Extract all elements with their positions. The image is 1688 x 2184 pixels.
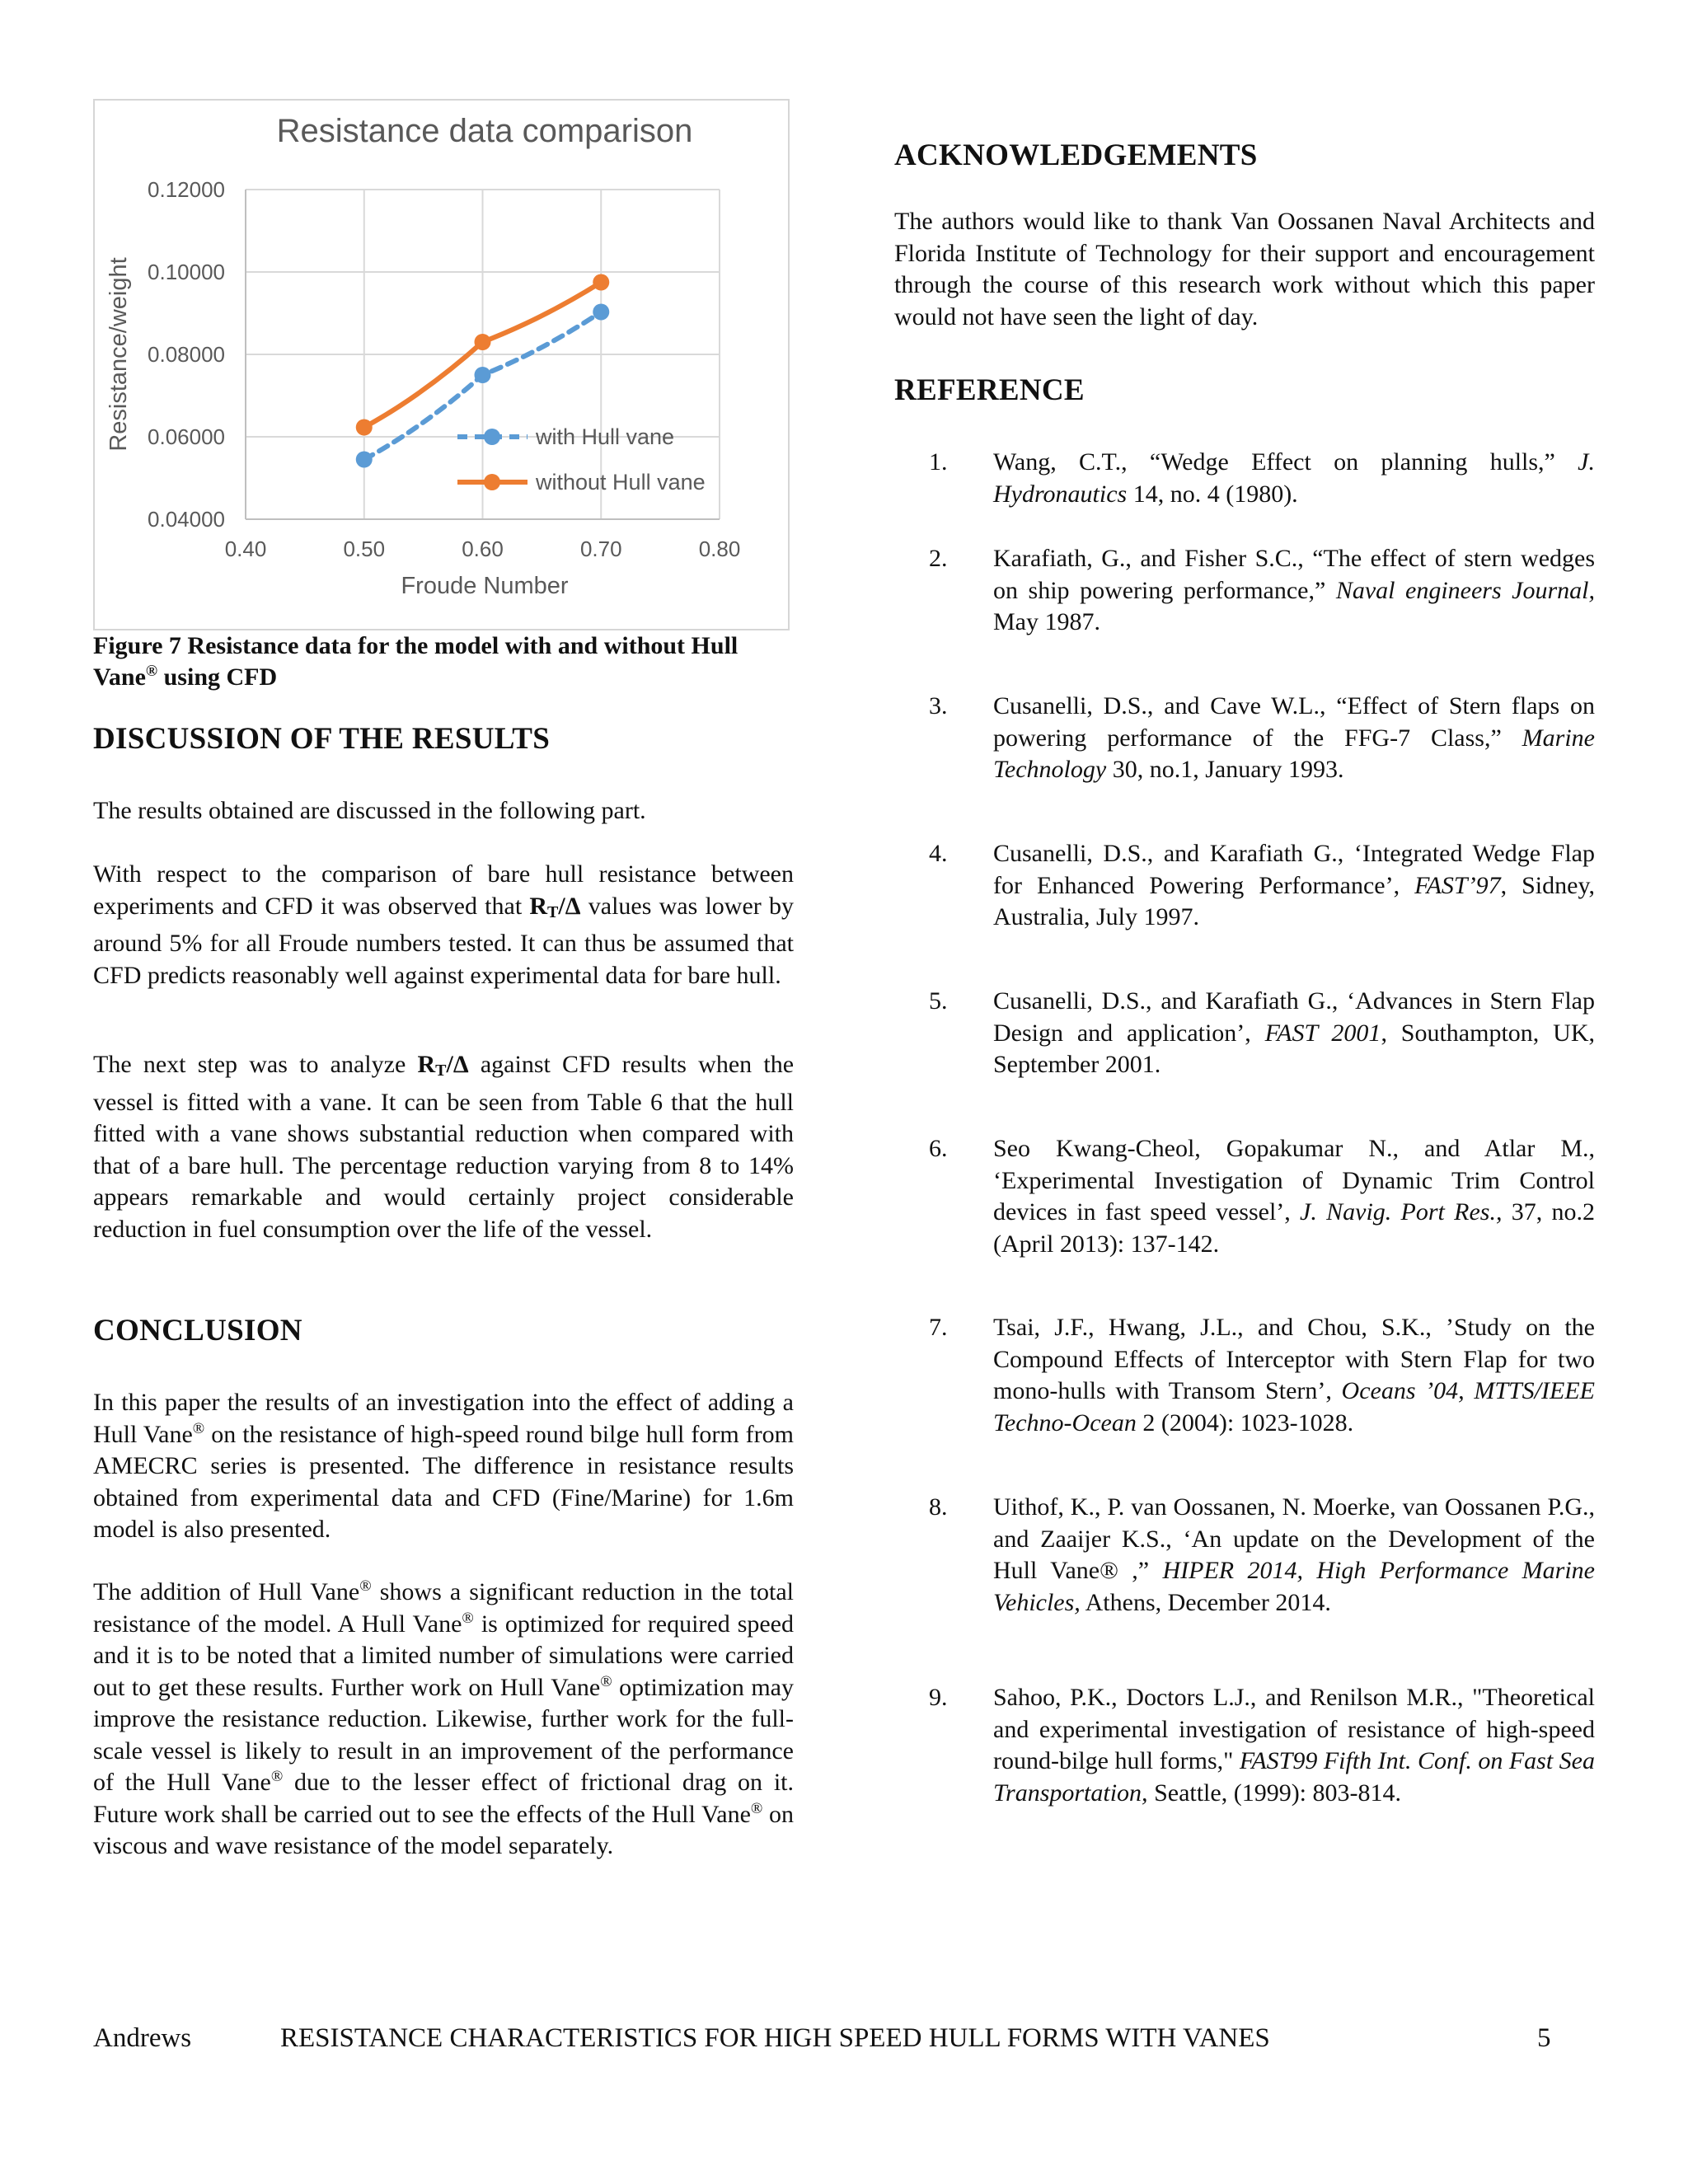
discussion-paragraph-1: The results obtained are discussed in the following part. (93, 797, 646, 824)
conclusion-heading: CONCLUSION (93, 1314, 302, 1347)
data-point (475, 334, 491, 350)
x-tick-label: 0.40 (224, 537, 267, 561)
footer-author: Andrews (93, 2023, 192, 2053)
footer-title: RESISTANCE CHARACTERISTICS FOR HIGH SPEED HULL FORMS WITH VANES (280, 2023, 1270, 2053)
legend-marker (484, 429, 500, 445)
legend-label: with Hull vane (536, 424, 675, 449)
legend-marker (484, 474, 500, 490)
x-tick-label: 0.70 (579, 537, 622, 561)
x-tick-label: 0.60 (462, 537, 504, 561)
reference-heading: REFERENCE (894, 373, 1085, 407)
y-tick-label: 0.12000 (148, 177, 225, 202)
x-axis-label: Froude Number (401, 573, 569, 599)
chart-title: Resistance data comparison (276, 113, 693, 149)
acknowledgements-heading: ACKNOWLEDGEMENTS (894, 138, 1258, 172)
discussion-heading: DISCUSSION OF THE RESULTS (93, 722, 551, 756)
discussion-paragraph-2: With respect to the comparison of bare hull resistance between experiments and CFD it was observed that $R_T/\Delta$ values was lower by around 5% for all Froude numbers tested. It can thus be assumed that CFD predicts reasonably well against experimental data for bare hull. (93, 860, 794, 989)
conclusion-paragraph-2: The addition of Hull Vane® shows a significant reduction in the total resistance of the model. A Hull Vane® is optimized for required speed and it is to be noted that a limited number of simulations were carried out to get these results. Further work on Hull Vane® optimization may improve the resistance reduction. Likewise, further work for the full-scale vessel is likely to result in an improvement of the performance of the Hull Vane® due to the lesser effect of frictional drag on it. Future work shall be carried out to see the effects of the Hull Vane® on viscous and wave resistance of the model separately. (93, 1577, 795, 1859)
y-tick-label: 0.10000 (148, 260, 225, 284)
y-tick-label: 0.04000 (148, 507, 225, 532)
data-point (593, 304, 609, 321)
data-point (475, 367, 491, 383)
chart-canvas (95, 101, 788, 629)
legend-label: without Hull vane (536, 470, 706, 494)
conclusion-paragraph-1: In this paper the results of an investigation into the effect of adding a Hull Vane® on the resistance of high-speed round bilge hull form from AMECRC series is presented. The difference in resistance results obtained from experimental data and CFD (Fine/Marine) for 1.6m model is also presented. (93, 1389, 794, 1543)
discussion-paragraph-3: The next step was to analyze $R_T/\Delta$ against CFD results when the vessel is fitted with a vane. It can be seen from Table 6 that the hull fitted with a vane shows substantial reduction when compared with that of a bare hull. The percentage reduction varying from 8 to 14% appears remarkable and would certainly project considerable reduction in fuel consumption over the life of the vessel. (93, 1051, 795, 1243)
data-point (356, 452, 373, 468)
x-tick-label: 0.50 (343, 537, 386, 561)
page-number: 5 (1537, 2023, 1551, 2053)
x-tick-label: 0.80 (698, 537, 741, 561)
data-point (356, 419, 373, 436)
y-axis-label: Resistance/weight (106, 257, 132, 452)
figure-caption: Figure 7 Resistance data for the model with and without Hull Vane® using CFD (93, 632, 738, 691)
data-point (593, 274, 609, 291)
y-tick-label: 0.06000 (148, 424, 225, 449)
acknowledgements-text: The authors would like to thank Van Oossanen Naval Architects and Florida Institute of Technology for their support and encouragement through the course of this research work without which this paper would not have seen the light of day. (894, 208, 1595, 330)
resistance-chart (93, 99, 790, 630)
y-tick-label: 0.08000 (148, 342, 225, 367)
